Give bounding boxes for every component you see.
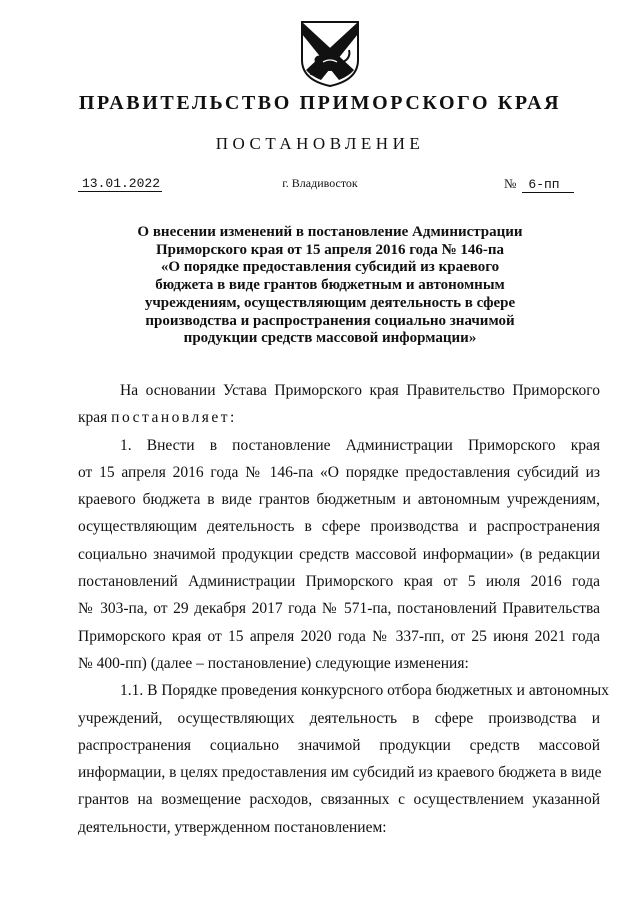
body-line: 1.1. В Порядке проведения конкурсного отбора бюджетных и автономных: [120, 682, 609, 700]
body-line: постановлений Администрации Приморского края от 5 июля 2016 года: [78, 573, 600, 591]
body-line: Приморского края от 15 апреля 2020 года № 337-пп, от 25 июня 2021 года: [78, 627, 600, 645]
document-number: [504, 176, 574, 193]
body-line: деятельности, утвержденном постановлением:: [78, 818, 387, 836]
body-line: 1. Внести в постановление Администрации Приморского края: [120, 436, 600, 454]
paragraph-1: [78, 432, 600, 678]
body-line: [78, 404, 600, 431]
body-line: № 400-пп) (далее – постановление) следующие изменения:: [78, 654, 469, 672]
title-line: бюджета в виде грантов бюджетным и автономным: [155, 277, 505, 294]
body-line: На основании Устава Приморского края Правительство Приморского: [120, 382, 600, 399]
resolves-word: постановляет:: [111, 409, 237, 427]
preamble-paragraph: [78, 377, 600, 432]
number-value: 6-пп: [522, 177, 574, 193]
preamble-text: края: [78, 409, 108, 427]
title-line: Приморского края от 15 апреля 2016 года № 146-па: [155, 241, 505, 258]
title-line: продукции средств массовой информации»: [183, 330, 477, 347]
body-line: осуществляющим деятельность в сфере производства и распространения: [78, 518, 600, 536]
title-line: производства и распространения социально значимой: [145, 312, 515, 329]
body-line: распространения социально значимой продукции средств массовой: [78, 736, 600, 754]
title-line: О внесении изменений в постановление Администрации: [137, 224, 523, 240]
body-line: краевого бюджета в виде грантов бюджетным и автономным учреждениям,: [78, 491, 600, 509]
document-title: [120, 224, 540, 348]
body-line: № 303-па, от 29 декабря 2017 года № 571-па, постановлений Правительства: [78, 600, 600, 618]
body-line: от 15 апреля 2016 года № 146-па «О порядке предоставления субсидий из: [78, 463, 600, 481]
document-body: [78, 377, 609, 841]
coat-of-arms-icon: [299, 20, 361, 88]
paragraph-1-1: [78, 677, 609, 841]
body-line: социально значимой продукции средств массовой информации» (в редакции: [78, 545, 600, 563]
number-label: №: [504, 176, 517, 191]
title-line: учреждениям, осуществляющим деятельность в сфере: [144, 294, 516, 311]
body-line: информации, в целях предоставления им субсидий из краевого бюджета в виде: [78, 764, 602, 782]
organization-name: ПРАВИТЕЛЬСТВО ПРИМОРСКОГО КРАЯ: [78, 92, 562, 114]
body-line: учреждений, осуществляющих деятельность в сфере производства и: [78, 709, 600, 727]
document-type: ПОСТАНОВЛЕНИЕ: [215, 134, 425, 153]
document-date: 13.01.2022: [78, 176, 162, 192]
title-line: «О порядке предоставления субсидий из краевого: [160, 259, 500, 276]
document-city: г. Владивосток: [282, 176, 358, 190]
body-line: грантов на возмещение расходов, связанных с осуществлением указанной: [78, 791, 600, 809]
